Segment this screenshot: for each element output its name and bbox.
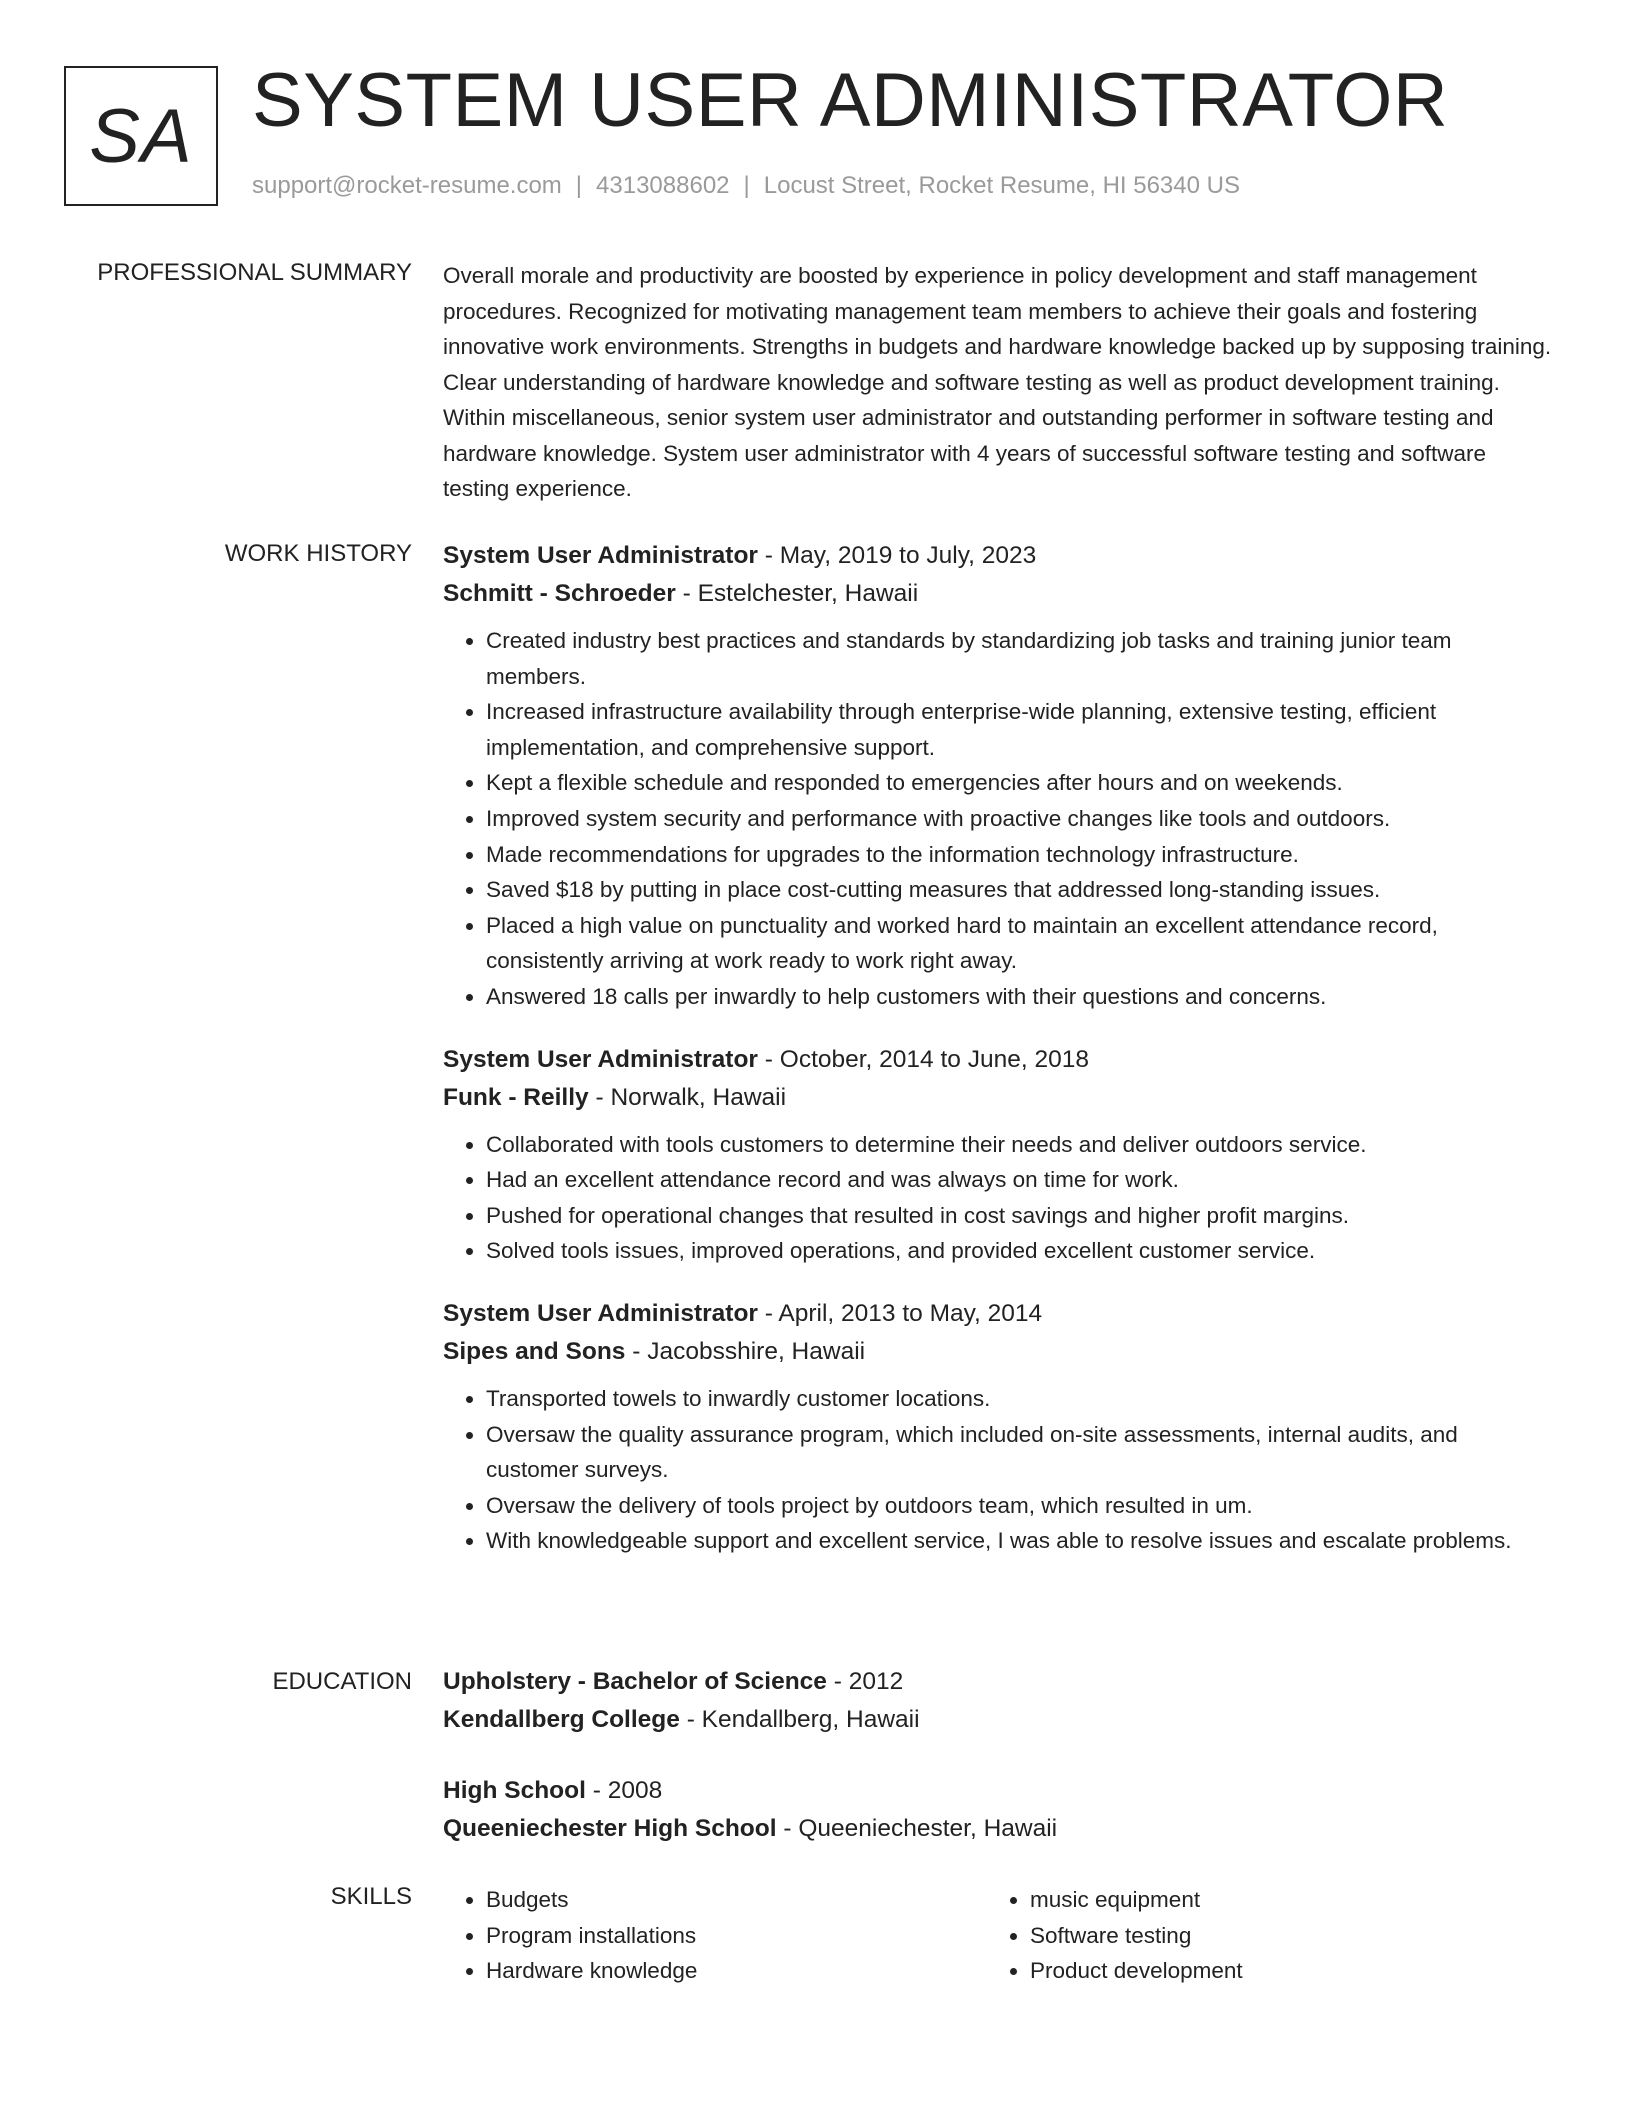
- resume-name: SYSTEM USER ADMINISTRATOR: [252, 58, 1449, 143]
- job-bullet: • Had an excellent attendance record and was always on time for work.: [486, 1162, 1555, 1198]
- job-bullets: [443, 623, 1555, 1015]
- job-bullet: • Created industry best practices and standards by standardizing job tasks and training junior team members.: [486, 623, 1555, 694]
- contact-line: [252, 172, 1240, 200]
- job-bullets: [443, 1127, 1555, 1269]
- job-bullets: [443, 1381, 1555, 1559]
- education-school-line: [443, 1810, 1555, 1848]
- job-title-line: [443, 1041, 1555, 1079]
- job-entry: [443, 1041, 1555, 1269]
- monogram-badge: [64, 66, 218, 206]
- job-bullet: • Improved system security and performance with proactive changes like tools and outdoors.: [486, 801, 1555, 837]
- job-company: Funk - Reilly: [443, 1083, 589, 1111]
- education-degree-line: [443, 1772, 1555, 1810]
- skills-column-right: [987, 1882, 1531, 1989]
- summary-body: [443, 258, 1555, 507]
- job-title: System User Administrator: [443, 1299, 758, 1327]
- education-location: - Kendallberg, Hawaii: [679, 1706, 920, 1733]
- skill-item: • Hardware knowledge: [486, 1953, 987, 1989]
- education-heading: EDUCATION: [272, 1668, 412, 1695]
- skill-item: • Budgets: [486, 1882, 987, 1918]
- job-title: System User Administrator: [443, 542, 758, 569]
- job-dates: - October, 2014 to June, 2018: [757, 1045, 1089, 1073]
- job-entry: [443, 1295, 1555, 1559]
- skills-list: [987, 1882, 1531, 1989]
- job-bullet: • Increased infrastructure availability through enterprise-wide planning, extensive testing, efficient implementation, and comprehensive support.: [486, 694, 1555, 765]
- education-degree: High School: [443, 1777, 586, 1804]
- education-body: [443, 1663, 1555, 1881]
- contact-separator: |: [575, 172, 583, 199]
- job-company: Sipes and Sons: [443, 1337, 626, 1365]
- skills-grid: [443, 1882, 1555, 1989]
- education-school: Kendallberg College: [443, 1706, 680, 1733]
- education-year: - 2012: [826, 1668, 904, 1695]
- monogram-initials: SA: [89, 93, 193, 179]
- job-company-line: [443, 575, 1555, 613]
- education-school-line: [443, 1701, 1555, 1739]
- skill-item: • Software testing: [1030, 1918, 1531, 1954]
- education-degree: Upholstery - Bachelor of Science: [443, 1668, 827, 1695]
- job-dates: - May, 2019 to July, 2023: [757, 542, 1037, 569]
- job-entry: [443, 537, 1555, 1015]
- education-entry: [443, 1663, 1555, 1739]
- education-year: - 2008: [585, 1777, 663, 1804]
- job-bullet: • Collaborated with tools customers to determine their needs and deliver outdoors service.: [486, 1127, 1555, 1163]
- job-location: - Jacobsshire, Hawaii: [625, 1337, 866, 1365]
- education-degree-line: [443, 1663, 1555, 1701]
- skills-list: [443, 1882, 987, 1989]
- job-bullet: • Pushed for operational changes that resulted in cost savings and higher profit margins.: [486, 1198, 1555, 1234]
- job-bullet: • Answered 18 calls per inwardly to help customers with their questions and concerns.: [486, 979, 1555, 1015]
- job-company-line: [443, 1079, 1555, 1117]
- education-location: - Queeniechester, Hawaii: [776, 1815, 1058, 1842]
- job-company: Schmitt - Schroeder: [443, 580, 676, 607]
- contact-address: Locust Street, Rocket Resume, HI 56340 US: [763, 172, 1240, 199]
- job-dates: - April, 2013 to May, 2014: [757, 1299, 1043, 1327]
- work-history-body: [443, 537, 1555, 1585]
- job-bullet: • Placed a high value on punctuality and worked hard to maintain an excellent attendance record, consistently arriving at work ready to work right away.: [486, 908, 1555, 979]
- job-bullet: • Made recommendations for upgrades to the information technology infrastructure.: [486, 837, 1555, 873]
- job-bullet: • With knowledgeable support and excellent service, I was able to resolve issues and escalate problems.: [486, 1523, 1555, 1559]
- summary-heading: PROFESSIONAL SUMMARY: [97, 259, 412, 286]
- skills-column-left: [443, 1882, 987, 1989]
- skills-body: [443, 1882, 1555, 1989]
- work-history-heading: WORK HISTORY: [224, 540, 412, 567]
- job-bullet: • Kept a flexible schedule and responded to emergencies after hours and on weekends.: [486, 765, 1555, 801]
- job-title: System User Administrator: [443, 1045, 758, 1073]
- contact-separator: |: [743, 172, 750, 199]
- skills-heading: SKILLS: [330, 1883, 412, 1910]
- skill-item: • Program installations: [486, 1918, 987, 1954]
- contact-phone[interactable]: 4313088602: [596, 172, 730, 199]
- skill-item: • music equipment: [1030, 1882, 1531, 1918]
- skill-item: • Product development: [1030, 1953, 1531, 1989]
- summary-text: Overall morale and productivity are boosted by experience in policy development and staff management procedures. Recognized for motivating management team members to achieve their goals and fostering innovative work environments. Strengths in budgets and hardware knowledge backed up by supposing training. Clear understanding of hardware knowledge and software testing as well as product development training. Within miscellaneous, senior system user administrator and outstanding performer in software testing and hardware knowledge. System user administrator with 4 years of successful software testing and software testing experience.: [443, 263, 1552, 501]
- job-bullet: • Oversaw the delivery of tools project by outdoors team, which resulted in um.: [486, 1488, 1555, 1524]
- job-title-line: [443, 537, 1555, 575]
- education-school: Queeniechester High School: [443, 1815, 777, 1842]
- job-bullet: • Saved $18 by putting in place cost-cutting measures that addressed long-standing issues.: [486, 872, 1555, 908]
- job-location: - Estelchester, Hawaii: [675, 580, 919, 607]
- job-bullet: • Transported towels to inwardly customer locations.: [486, 1381, 1555, 1417]
- job-company-line: [443, 1333, 1555, 1371]
- job-bullet: • Oversaw the quality assurance program, which included on-site assessments, internal audits, and customer surveys.: [486, 1417, 1555, 1488]
- job-title-line: [443, 1295, 1555, 1333]
- contact-email[interactable]: support@rocket-resume.com: [252, 172, 562, 199]
- job-bullet: • Solved tools issues, improved operations, and provided excellent customer service.: [486, 1233, 1555, 1269]
- job-location: - Norwalk, Hawaii: [588, 1083, 787, 1111]
- education-entry: [443, 1772, 1555, 1848]
